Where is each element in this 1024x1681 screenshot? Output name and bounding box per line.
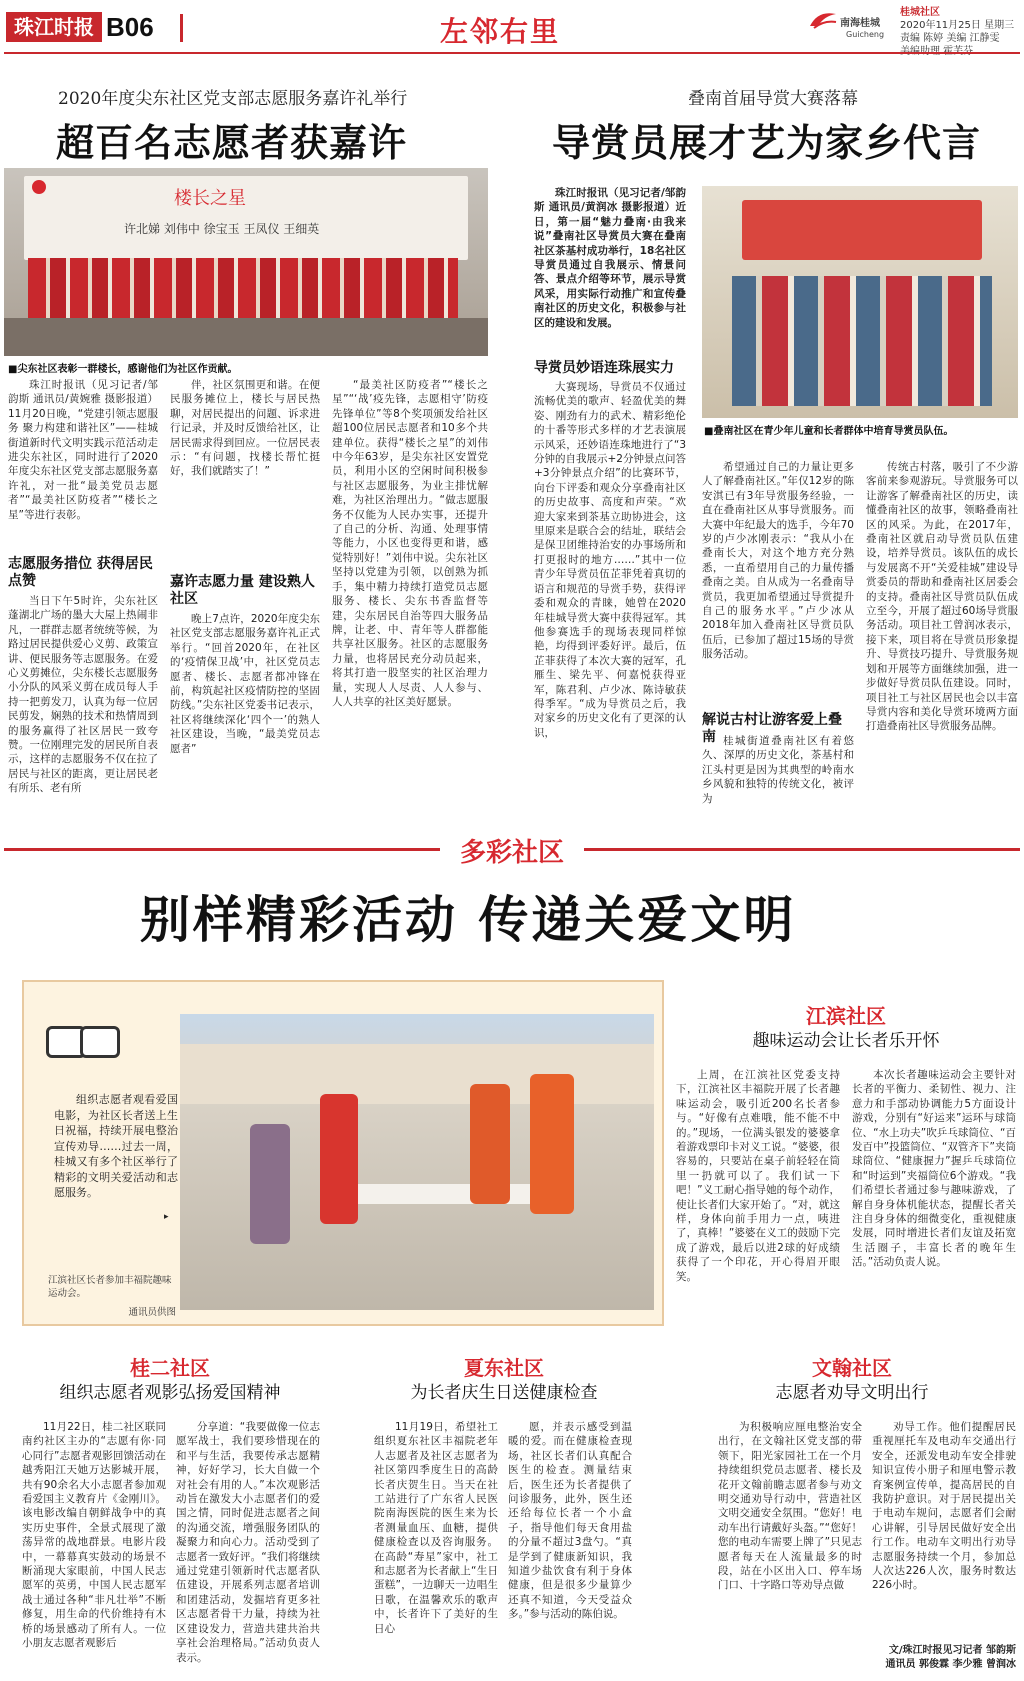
masthead-meta bbox=[900, 6, 1022, 58]
feature-text: 组织志愿者观看爱国电影，为社区长者送上生日祝福，持续开展电整治宣传劝导……过去一周，桂城又有多个社区举行了精彩的文明关爱活动和志愿服务。 bbox=[54, 1093, 178, 1199]
guier-col1: 11月22日，桂二社区联同南约社区主办的“志愿有你·同心同行”志愿者观影回馈活动在越秀阳江天她万达影城开展，共有90余名大小志愿者参加观看爱国主义教育片《金刚川》。该电影改编自朝鲜战争中的真实历史事件，全景式展现了激荡异常的战地群景。电影片段中，一幕幕真实鼓动的场景不断涌现大家眼前，中国人民志愿军的英勇，中国人民志愿军战士通过各种“非凡壮举”不断修复，用生命的代价维持有木桥的场景感动了所有人。一位小朋友志愿者观影后 bbox=[22, 1421, 166, 1650]
nanhai-guicheng-logo-icon bbox=[808, 8, 838, 30]
xiadong-name: 夏东社区 bbox=[464, 1356, 544, 1380]
story2-kicker: 叠南首届导赏大赛落幕 bbox=[688, 89, 858, 109]
feature-box bbox=[22, 980, 664, 1326]
column-name: 桂城社区 bbox=[900, 7, 940, 18]
story2-col2b: 桂城街道叠南社区有着悠久、深厚的历史文化，茶基村和江头村更是因为其典型的岭南水乡风貌和独特的传统文化，被评为 bbox=[702, 735, 854, 805]
wenhan-col2: 劝导工作。他们提醒居民重视厘托车及电动车交通出行安全，还派发电动车安全排驶知识宣传小册子和厘电警示教育案例宣传单，提高居民的自我防护意识。对于居民提出关于电动车规问，志愿者们会耐心讲解，引导居民做好安全出行工作。电动车文明出行劝导志愿服务持续一个月，参加总人次达226人次，服务时数达226小时。 bbox=[872, 1421, 1016, 1592]
masthead-rule bbox=[4, 52, 1020, 54]
story1-col2b: 晚上7点许，2020年度尖东社区党支部志愿服务嘉许礼正式举行。“回首2020年，在社区的‘疫情保卫战’中，社区党员志愿者、楼长、志愿者都冲锋在前，构筑起社区疫情防控的坚固防线。”尖东社区党委书记表示，社区将继续深化‘四个一’的熟人社区建设，当晚，“最美党员志愿者” bbox=[170, 613, 320, 755]
story1-subhead1: 志愿服务措位 获得居民点赞 bbox=[8, 556, 153, 589]
byline-line1: 文/珠江时报见习记者 邹韵斯 bbox=[888, 1645, 1016, 1656]
xiadong-col2: 愿，并表示感受到温暖的爱。而在健康检查现场，社区长者们认真配合医生的检查。测量结束后，医生还为长者提供了问诊服务，此外，医生还还给每位长者一个小盒子，指导他们每天食用盐的分量不超过3盘勺。“真是学到了健康新知识，我知道少盐饮食有利于身体健康，但是很多少量算少还真不知道，今天受益众多。”参与活动的陈伯说。 bbox=[508, 1421, 632, 1621]
stage-title: 楼长之星 bbox=[174, 188, 246, 209]
story1-col3: “最美社区防疫者”“楼长之星”“‘战’疫先锋，志愿相守’防疫先锋单位”等8个奖项颁发给社区超100位居民志愿者和10多个共建单位。获得“楼长之星”的刘伟中今年63岁，是尖东社区安置党员，利用小区的空闲时间积极参与社区志愿服务，为业主排忧解难，为社区治理出力。“做志愿服务不仅能为人民办实事，还提升了自己的分析、沟通、处理事情等能力，小区也变得更和谐，感觉特别好！”刘伟中说。尖东社区坚持以党建为引领，以创熟为抓手，集中精力持续打造党员志愿服务、楼长、尖东书香监督等建，尖东居民自治等四大服务品牌，让老、中、青年等人群都能共享社区服务。社区的志愿服务力量，也将居民充分动员起来，将其打造一股坚实的社区治理力量，实现人人尽责、人人参与、人人共享的社区美好愿景。 bbox=[332, 379, 488, 708]
stage-backdrop bbox=[24, 176, 468, 260]
speech-bubble-icon-2 bbox=[80, 1026, 120, 1058]
feature-photo bbox=[180, 1014, 654, 1310]
wenhan-title: 志愿者劝导文明出行 bbox=[775, 1383, 929, 1403]
jiangbin-name: 江滨社区 bbox=[806, 1004, 886, 1028]
xiadong-col1: 11月19日，希望社工组织夏东社区丰福院老年人志愿者及社区志愿者为社区第四季度生日的高龄长者庆贺生日。当天在社工站进行了广东省人民医院南海医院的医生来为长者测量血压、血糖，提供健康检查以及咨询服务。在高龄“寿星”家中，社工和志愿者为长者献上“生日蛋糕”，一边聊天一边唱生日歌，在温馨欢乐的歌声中，长者许下了美好的生日心 bbox=[374, 1421, 498, 1635]
issue-date: 2020年11月25日 星期三 bbox=[900, 20, 1015, 31]
section2-headline: 别样精彩活动 传递关爱文明 bbox=[140, 890, 797, 949]
story2-col1: 大赛现场，导赏员不仅通过流畅优美的歌声、轻盈优美的舞姿、刚劲有力的武术、精彩绝伦的十番等形式多样的才艺表演展示风采，还妙语连珠地进行了“3分钟的自我展示+2分钟景点问答+3分钟景点介绍”的比赛环节，向台下评委和观众分享叠南社区的历史故事、高度和声荣。“欢迎大家来到茶基立助协进会，这里原来是联合会的结址，联结会是保卫团维持治安的办事场所和打更报时的地方……”其中一位青少年导赏员伍芷菲凭着真切的语言和规范的导赏手势，获得评委和观众的青睐，她曾在2020年桂城导赏大赛中获得冠军。其他参赛选手的现场表现同样惊艳，均得到评委好评。最后，伍芷菲获得了本次大赛的冠军，孔雁生、梁先平、何嘉悦获得亚军，陈君利、卢少冰、陈诗敏获得季军。“成为导赏员之后，我对家乡的历史文化有了更深的认识， bbox=[534, 381, 686, 739]
story2-caption: ■叠南社区在青少年儿童和长者群体中培育导赏员队伍。 bbox=[704, 426, 954, 437]
guier-title: 组织志愿者观影弘扬爱国精神 bbox=[59, 1383, 281, 1403]
byline-line2: 通讯员 郭俊霖 李少雅 曾润冰 bbox=[885, 1659, 1016, 1670]
story2-col2: 希望通过自己的力量让更多人了解叠南社区。”年仅12岁的陈安淇已有3年导赏服务经验，一直在叠南社区从事导赏服务。而大赛中年纪最大的选手，今年70岁的卢少冰刚表示：“我从小在叠南长大，对这个地方充分熟悉，一直希望用自己的力量传播叠南之美。自从成为一名叠南导赏员，我更加希望通过导赏提升自己的服务水平。”卢少冰从2018年加入叠南社区导赏员队伍后，已参加了超过15场的导赏服务活动。 bbox=[702, 461, 854, 661]
story1-caption: ■尖东社区表彰一群楼长，感谢他们为社区作贡献。 bbox=[8, 364, 238, 375]
stage-names: 许北娣 刘伟中 徐宝玉 王凤仪 王细英 bbox=[124, 222, 320, 236]
event-banner bbox=[742, 200, 982, 260]
byline bbox=[720, 1644, 1016, 1672]
story1-headline: 超百名志愿者获嘉许 bbox=[56, 120, 408, 165]
jiangbin-col1: 上周，在江滨社区党委支持下，江滨社区丰福院开展了长者趣味运动会，吸引近200名长者参与。“好像有点难哦，能不能不中的。”现场，一位满头银发的婆婆拿着游戏票印卡对义工说。“婆婆，很容易的，只要站在桌子前轻轻在筒里一扔就可以了。我们试一下吧！”义工耐心指导她的每个动作，使让长者们大家开始了。“对，就这样，身体向前手用力一点，咦进了，真棒！”婆婆在义工的鼓励下完成了游戏，最后以进2球的好成绩获得了一个印花，开心得眉开眼笑。 bbox=[676, 1069, 840, 1283]
guier-name: 桂二社区 bbox=[130, 1356, 210, 1380]
party-emblem-icon bbox=[32, 180, 46, 194]
people-row bbox=[28, 258, 458, 318]
story1-kicker: 2020年度尖东社区党支部志愿服务嘉许礼举行 bbox=[58, 89, 408, 109]
jiangbin-title: 趣味运动会让长者乐开怀 bbox=[752, 1031, 940, 1051]
story1-col2: 伴，社区氛围更和谐。在便民服务摊位上，楼长与居民热聊，对居民提出的问题、诉求进行记录，并及时反馈给社区，让居民需求得到回应。一位居民表示：“有问题，找楼长帮忙挺好，我们就踏实了！” bbox=[170, 379, 320, 478]
page-number: B06 bbox=[106, 12, 154, 42]
guier-col2: 分享道：“我要做像一位志愿军战士，我们要珍惜现在的和平与生活，我要传承志愿精神，好好学习，长大自做一个对社会有用的人。”本次观影活动旨在激发大小志愿者们的爱国之情，同时促进志愿者之间的沟通交流，增强服务团队的凝聚力和向心力。活动受到了志愿者一致好评。“我们将继续通过党建引领新时代志愿者队伍建设，开展系列志愿者培训和团建活动，发掘培育更多社区志愿者骨干力量，持续为社区建设发力，营造共建共治共享社会治理格局。”活动负责人表示。 bbox=[176, 1421, 320, 1664]
wenhan-col1: 为积极响应厘电整治安全出行，在文翰社区党支部的带领下，阳光家园社工在一个月持续组织党员志愿者、楼长及花开文翰前瞻志愿者参与劝文明交通劝导行动中，营造社区文明交通安全氛围。“您好！电动车出行请戴好头盔。”“您好！您的电动车需要上牌了”只见志愿者每天在人流量最多的时段，站在小区出入口、停车场门口、十字路口等劝导点做 bbox=[718, 1421, 862, 1592]
caption-arrow-icon: ▸ bbox=[164, 1212, 169, 1222]
story1-col1b: 当日下午5时许，尖东社区蓬湖北广场的墨大大屋上热闹非凡，一群群志愿者统统等候，为路过居民提供爱心义剪、政策宣讲、便民服务等志愿服务。在爱心义剪摊位，尖东楼长志愿服务小分队的风采义剪在成员每人手持一把剪发刀，认真为每一位居民剪发，娴熟的技术和热情周到的服务赢得了社区居民一致夸赞。一位刚理完发的居民所自表示，这样的志愿服务不仅在拉了居民与社区的距离，更让居民老有所乐、老有所 bbox=[8, 595, 158, 795]
story2-subhead1: 导赏员妙语连珠展实力 bbox=[534, 360, 674, 376]
story2-lead: 珠江时报讯（见习记者/邹韵斯 通讯员/黄润冰 摄影报道）近日，第一届“魅力叠南·由我来说”叠南社区导赏员大赛在叠南社区茶基村成功举行，18名社区导赏员通过自我展示、情景问答、景点介绍等环节，展示导赏风采，用实际行动推广和宣传叠南社区的历史文化，积极参与社区的建设和发展。 bbox=[534, 187, 686, 329]
story1-photo bbox=[4, 168, 488, 356]
newspaper-logo: 珠江时报 bbox=[6, 12, 102, 42]
wenhan-name: 文翰社区 bbox=[812, 1356, 892, 1380]
section-band-title: 多彩社区 bbox=[440, 832, 584, 869]
story1-subhead2: 嘉许志愿力量 建设熟人社区 bbox=[170, 574, 315, 607]
masthead-divider bbox=[180, 14, 183, 42]
brand-sub: Guicheng bbox=[846, 30, 885, 39]
story2-headline: 导赏员展才艺为家乡代言 bbox=[552, 120, 982, 165]
story1-col1: 珠江时报讯（见习记者/邹韵斯 通讯员/黄婉雅 摄影报道）11月20日晚，“党建引领志愿服务 聚力构建和谐社区”——桂城街道新时代文明实践示范活动走进尖东社区，同时进行了2020年度尖东社区党支部志愿服务嘉许礼，对一批“最美党员志愿者”“最美社区防疫者”“楼长之星”等进行表彰。 bbox=[8, 379, 158, 521]
feature-photo-credit: 通讯员供图 bbox=[128, 1307, 176, 1318]
story2-col3: 传统古村落，吸引了不少游客前来参观游玩。导赏服务可以让游客了解叠南社区的历史，读懂叠南社区的故事，领略叠南社区的风采。为此，在2017年，叠南社区就启动导赏员队伍建设，培养导赏员。该队伍的成长与发展离不开“关爱桂城”建设导赏委员的帮助和叠南社区居委会的支持。叠南社区导赏员队伍成立至今，开展了超过60场导赏服务活动。项目社工曾润冰表示，接下来，项目将在导赏员形象提升、导赏技巧提升、导赏服务规划和开展等方面继续加强，进一步做好导赏员队伍建设。同时，项目社工与社区居民也会以丰富导赏内容和美化导赏环境两方面打造叠南社区导赏服务品牌。 bbox=[866, 461, 1018, 733]
editor-credit: 责编 陈婷 美编 江静雯 bbox=[900, 33, 1000, 44]
brand-name: 南海桂城 bbox=[840, 18, 880, 29]
feature-photo-caption: 江滨社区长者参加丰福院趣味运动会。 bbox=[48, 1275, 172, 1299]
section-title: 左邻右里 bbox=[440, 15, 561, 48]
jiangbin-col2: 本次长者趣味运动会主要针对长者的平衡力、柔韧性、视力、注意力和手部动协调能力5方面设计游戏，分别有“好运来”运环与球筒位、“水上功夫”吹乒乓球筒位、“百发百中”投篮筒位、“双管齐下”夹筒球筒位、“健康握力”握乒乓球筒位和“时运到”夹福筒位6个游戏。“我们希望长者通过参与趣味游戏，了解自身身体机能状态，提醒长者关注自身身体的细微变化，重视健康发展，同时增进长者们友谊及拓宽生活圈子，丰富长者的晚年生活。”活动负责人说。 bbox=[852, 1069, 1016, 1269]
xiadong-title: 为长者庆生日送健康检查 bbox=[410, 1383, 598, 1403]
story2-subhead2: 解说古村让游客爱上叠南 bbox=[702, 712, 842, 745]
story2-photo bbox=[702, 186, 1018, 418]
